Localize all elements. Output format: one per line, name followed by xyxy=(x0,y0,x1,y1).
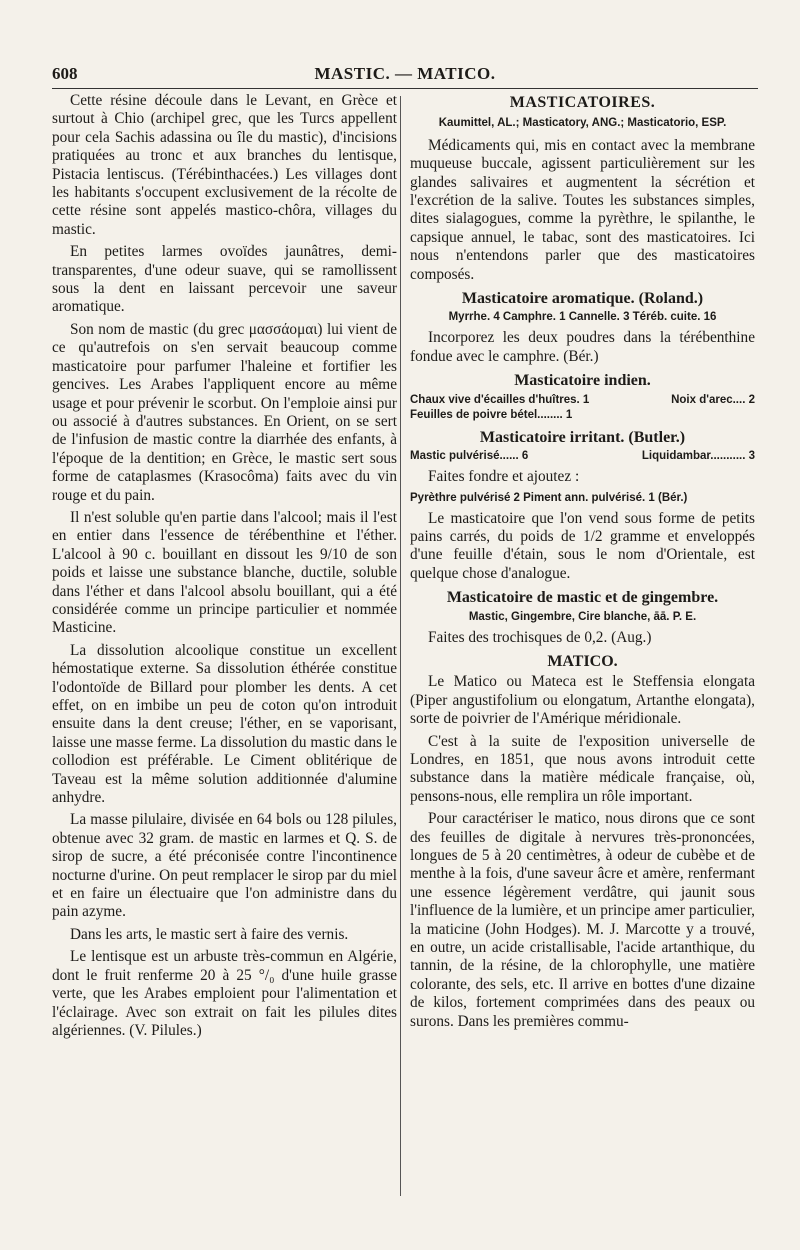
synonyms-line: Kaumittel, AL.; Masticatory, ANG.; Masticatorio, ESP. xyxy=(438,117,727,130)
subheading-aromatique: Masticatoire aromatique. (Roland.) xyxy=(461,290,704,308)
section-heading-matico: MATICO. xyxy=(547,652,618,670)
formula-line: Mastic, Gingembre, Cire blanche, āā. P. E. xyxy=(468,610,697,623)
formula-item: Liquidambar........... 3 xyxy=(641,450,755,463)
paragraph: En petites larmes ovoïdes jaunâtres, demi-transparentes, d'une odeur suave, qui se ramollissent sous la dent en laissant percevoir une saveur aromatique. xyxy=(52,243,397,316)
paragraph: Dans les arts, le mastic sert à faire des vernis. xyxy=(70,925,349,943)
paragraph: Incorporez les deux poudres dans la térébenthine fondue avec le camphre. (Bér.) xyxy=(410,329,755,365)
formula-aromatique xyxy=(410,310,755,325)
formula-line: Myrrhe. 4 Camphre. 1 Cannelle. 3 Téréb. cuite. 16 xyxy=(448,311,717,324)
paragraph: La dissolution alcoolique constitue un excellent hémostatique externe. Sa dissolution éthérée constitue l'odontoïde de Billard pour plomber les dents. A cet effet, on en imbibe un peu de coton qu'on introduit ensuite dans la dent creuse; l'éther, en se vaporisant, laisse une masse ferme. La dissolution du mastic dans le collodion est préférable. Le Ciment oblitérique de Taveau est la même solution additionnée d'alumine anhydre. xyxy=(52,641,397,807)
page-header xyxy=(52,64,758,86)
paragraph: Le Matico ou Mateca est le Steffensia elongata (Piper angustifolium ou elongatum, Artanthe elongata), sorte de poivrier de l'Amérique méridionale. xyxy=(410,673,755,728)
subheading-irritant: Masticatoire irritant. (Butler.) xyxy=(479,428,686,446)
right-column xyxy=(410,92,755,1035)
formula-item: Noix d'arec.... 2 xyxy=(671,393,755,406)
formula-item: Feuilles de poivre bétel........ 1 xyxy=(410,408,573,421)
paragraph: Médicaments qui, mis en contact avec la membrane muqueuse buccale, agissent particulièrement sur les glandes salivaires et augmentent la sécrétion et l'excrétion de la salive. Toutes les substances simples, dites sialagogues, comme la pyrèthre, le spilanthe, le capsique annuel, le tabac, sont des masticatoires. Ici nous n'entendons parler que des masticatoires composés. xyxy=(410,136,755,283)
paragraph: C'est à la suite de l'exposition universelle de Londres, en 1851, que nous avons introduit cette substance dans la matière médicale française, où, pensons-nous, elle remplira un rôle important. xyxy=(410,732,755,805)
page-number: 608 xyxy=(52,64,78,83)
column-divider xyxy=(400,96,401,1196)
formula-irritant xyxy=(410,449,755,464)
running-title: MASTIC. — MATICO. xyxy=(314,64,496,83)
header-rule xyxy=(52,88,758,89)
formula-item: Chaux vive d'écailles d'huîtres. 1 xyxy=(410,393,590,406)
paragraph: Faites des trochisques de 0,2. (Aug.) xyxy=(428,628,652,646)
paragraph: Le lentisque est un arbuste très-commun en Algérie, dont le fruit renferme 20 à 25 °/₀ d'une huile grasse verte, que les Arabes emploient pour l'alimentation et l'éclairage. Avec son extrait on fait les pilules dites algériennes. (V. Pilules.) xyxy=(52,948,397,1039)
formula-item: Mastic pulvérisé...... 6 xyxy=(410,450,529,463)
formula-irritant-2 xyxy=(410,491,755,506)
left-column xyxy=(52,92,397,1044)
formula-gingembre xyxy=(410,610,755,625)
subheading-indien: Masticatoire indien. xyxy=(514,372,651,390)
formula-line: Pyrèthre pulvérisé 2 Piment ann. pulvérisé. 1 (Bér.) xyxy=(410,491,688,504)
paragraph: Faites fondre et ajoutez : xyxy=(428,468,580,486)
paragraph: La masse pilulaire, divisée en 64 bols ou 128 pilules, obtenue avec 32 gram. de mastic en larmes et Q. S. de sirop de sucre, a été préconisée contre l'incontinence nocturne d'urine. On peut remplacer le sirop par du miel et en faire un électuaire que l'on administre dans du pain azyme. xyxy=(52,811,397,921)
subheading-gingembre: Masticatoire de mastic et de gingembre. xyxy=(446,589,719,607)
paragraph: Son nom de mastic (du grec μασσάομαι) lui vient de ce qu'autrefois on s'en servait beaucoup comme masticatoire pour parfumer l'haleine et fortifier les gencives. Les Arabes l'appliquent encore au même usage et pour prévenir le scorbut. On l'emploie ainsi pur ou associé à d'autres substances. En Orient, on se sert de l'infusion de mastic contre la diarrhée des enfants, à l'époque de la dentition; en Grèce, le mastic sert sous forme de cataplasmes (Krasocôma) faits avec du vin rouge et du pain. xyxy=(52,320,397,504)
paragraph: Pour caractériser le matico, nous dirons que ce sont des feuilles de digitale à nervures très-prononcées, longues de 5 à 20 centimètres, à odeur de cubèbe et de menthe à la fois, d'une saveur âcre et amère, renfermant une essence légèrement verdâtre, qui jaunit sous l'influence de la lumière, et un principe amer particulier, la maticine (John Hodges). M. J. Marcotte y a trouvé, en outre, un acide cristallisable, l'acide artanthique, du tannin, de la résine, de la chlorophylle, une matière colorante, des sels, etc. Il arrive en bottes d'une dizaine de kilos, fortement comprimées dans des peaux ou surons. Dans les premières commu- xyxy=(410,810,755,1030)
paragraph: Cette résine découle dans le Levant, en Grèce et surtout à Chio (archipel grec, que les Turcs appellent pour cela Sachis adassina ou île du mastic), d'incisions pratiquées au tronc et aux branches du lentisque, Pistacia lentiscus. (Térébinthacées.) Les villages dont les habitants s'occupent exclusivement de la récolte de cette résine sont appelés mastico-chôra, villages du mastic. xyxy=(52,92,397,238)
paragraph: Le masticatoire que l'on vend sous forme de petits pains carrés, du poids de 1/2 gramme et enveloppés d'une feuille d'étain, sous le nom d'Orientale, est quelque chose d'analogue. xyxy=(410,509,755,582)
section-heading-masticatoires: MASTICATOIRES. xyxy=(509,94,656,111)
paragraph: Il n'est soluble qu'en partie dans l'alcool; mais il l'est en entier dans l'essence de térébenthine et l'éther. L'alcool à 90 c. bouillant en dissout les 9/10 de son poids et laisse une substance blanche, ductile, soluble dans l'éther et dans l'alcool absolu bouillant, qui a été considérée comme un principe particulier et nommée Masticine. xyxy=(52,508,397,637)
formula-indien xyxy=(410,393,755,423)
